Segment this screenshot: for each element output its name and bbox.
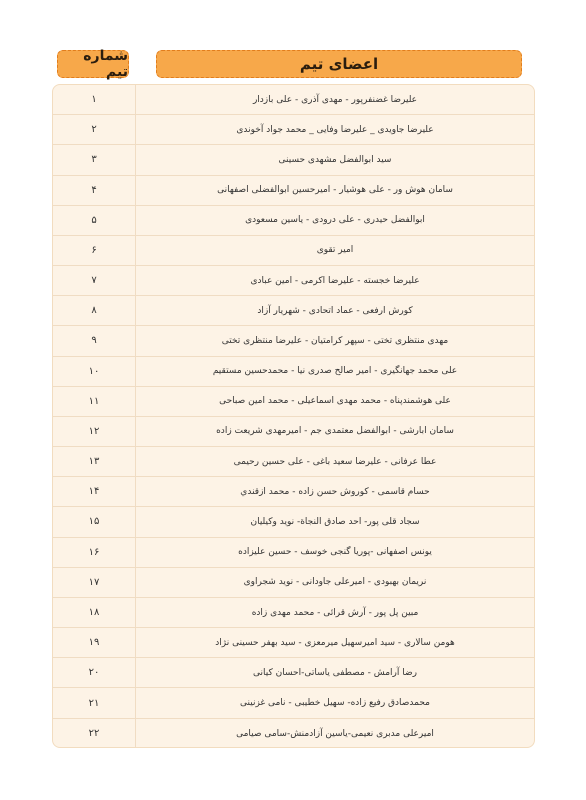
team-number-cell: ۱۲ (53, 417, 136, 446)
team-members-cell: هومن سالاری - سید امیرسهیل میرمعزی - سید بهفر حسینی نژاد (215, 637, 455, 648)
team-number-cell: ۱۳ (53, 447, 136, 476)
team-members-cell: حسام قاسمی - کوروش حسن زاده - محمد ازقندي (240, 486, 430, 497)
team-number-cell: ۷ (53, 266, 136, 295)
team-number-cell: ۱ (53, 85, 136, 114)
team-number-header-label: شماره تیم (83, 48, 128, 80)
team-members-cell: امیرعلی مدبری نعیمی-یاسین آزادمنش-سامی صیامی (236, 728, 434, 739)
team-number-cell: ۲۱ (53, 688, 136, 717)
team-members-cell: سامان هوش ور - علی هوشیار - امیرحسین ابوالفضلی اصفهانی (217, 185, 453, 196)
team-number-cell: ۱۱ (53, 387, 136, 416)
team-number-cell: ۲۰ (53, 658, 136, 687)
table-row (53, 387, 534, 417)
team-members-cell: کورش ارفعی - عماد اتحادی - شهریار آزاد (257, 305, 413, 316)
team-number-cell: ۸ (53, 296, 136, 325)
team-members-header (156, 50, 522, 78)
table-row (53, 266, 534, 296)
team-number-cell: ۱۹ (53, 628, 136, 657)
team-number-cell: ۵ (53, 206, 136, 235)
team-number-cell: ۱۸ (53, 598, 136, 627)
team-number-cell: ۴ (53, 176, 136, 205)
table-row (53, 688, 534, 718)
team-number-header (57, 50, 129, 78)
table-row (53, 719, 534, 748)
team-number-cell: ۲ (53, 115, 136, 144)
table-row (53, 326, 534, 356)
team-number-cell: ۱۰ (53, 357, 136, 386)
team-members-cell: رضا آرامش - مصطفی یاساتی-احسان کیانی (253, 667, 417, 678)
team-number-cell: ۱۴ (53, 477, 136, 506)
table-row (53, 115, 534, 145)
team-members-cell: ابوالفضل حیدری - علی درودی - یاسین مسعودی (245, 215, 425, 226)
table-row (53, 598, 534, 628)
table-row (53, 85, 534, 115)
team-members-cell: محمدصادق رفیع زاده- سهیل خطیبی - نامی غزنینی (240, 698, 430, 709)
team-members-cell: سجاد قلی پور- احد صادق النجاة- نوید وکیلیان (250, 516, 420, 527)
team-members-cell: امیر تقوی (316, 245, 354, 256)
team-members-header-label: اعضای تیم (299, 55, 379, 73)
team-number-cell: ۳ (53, 145, 136, 174)
team-members-cell: سامان ابارشی - ابوالفضل معتمدی جم - امیرمهدی شریعت زاده (216, 426, 454, 437)
table-row (53, 296, 534, 326)
table-row (53, 447, 534, 477)
team-number-cell: ۲۲ (53, 719, 136, 748)
teams-table (52, 84, 535, 748)
team-members-cell: علی هوشمندپناه - محمد مهدی اسماعیلی - محمد امین صباحی (219, 396, 451, 407)
table-row (53, 145, 534, 175)
team-members-cell: علی محمد جهانگیری - امیر صالح صدری نیا - محمدحسین مستقیم (212, 366, 458, 377)
team-number-cell: ۱۷ (53, 568, 136, 597)
team-members-cell: مهدی منتظری تختی - سپهر کرامتیان - علیرضا منتظری تختی (221, 335, 449, 346)
team-members-cell: علیرضا غضنفرپور - مهدی آذری - علی بازدار (252, 94, 418, 105)
team-number-cell: ۱۶ (53, 538, 136, 567)
team-members-cell: عطا عرفانی - علیرضا سعید باغی - علی حسین رحیمی (233, 456, 437, 467)
team-members-cell: یونس اصفهانی -پوریا گنجی خوسف - حسین علیزاده (238, 547, 432, 558)
team-members-cell: سید ابوالفضل مشهدی حسینی (278, 154, 392, 165)
team-members-cell: نریمان بهبودی - امیرعلی جاودانی - نوید شجراوی (243, 577, 427, 588)
table-row (53, 568, 534, 598)
table-row (53, 206, 534, 236)
team-number-cell: ۱۵ (53, 507, 136, 536)
table-row (53, 417, 534, 447)
table-row (53, 538, 534, 568)
team-members-cell: علیرضا خجسته - علیرضا اکرمی - امین عبادی (250, 275, 420, 286)
table-row (53, 658, 534, 688)
table-row (53, 176, 534, 206)
team-members-cell: مبین پل پور - آرش قرائی - محمد مهدی زاده (251, 607, 419, 618)
table-row (53, 357, 534, 387)
table-row (53, 236, 534, 266)
team-number-cell: ۶ (53, 236, 136, 265)
team-members-cell: علیرضا جاویدی _ علیرضا وفایی _ محمد جواد آخوندی (236, 124, 434, 135)
table-row (53, 628, 534, 658)
table-row (53, 507, 534, 537)
team-number-cell: ۹ (53, 326, 136, 355)
table-row (53, 477, 534, 507)
